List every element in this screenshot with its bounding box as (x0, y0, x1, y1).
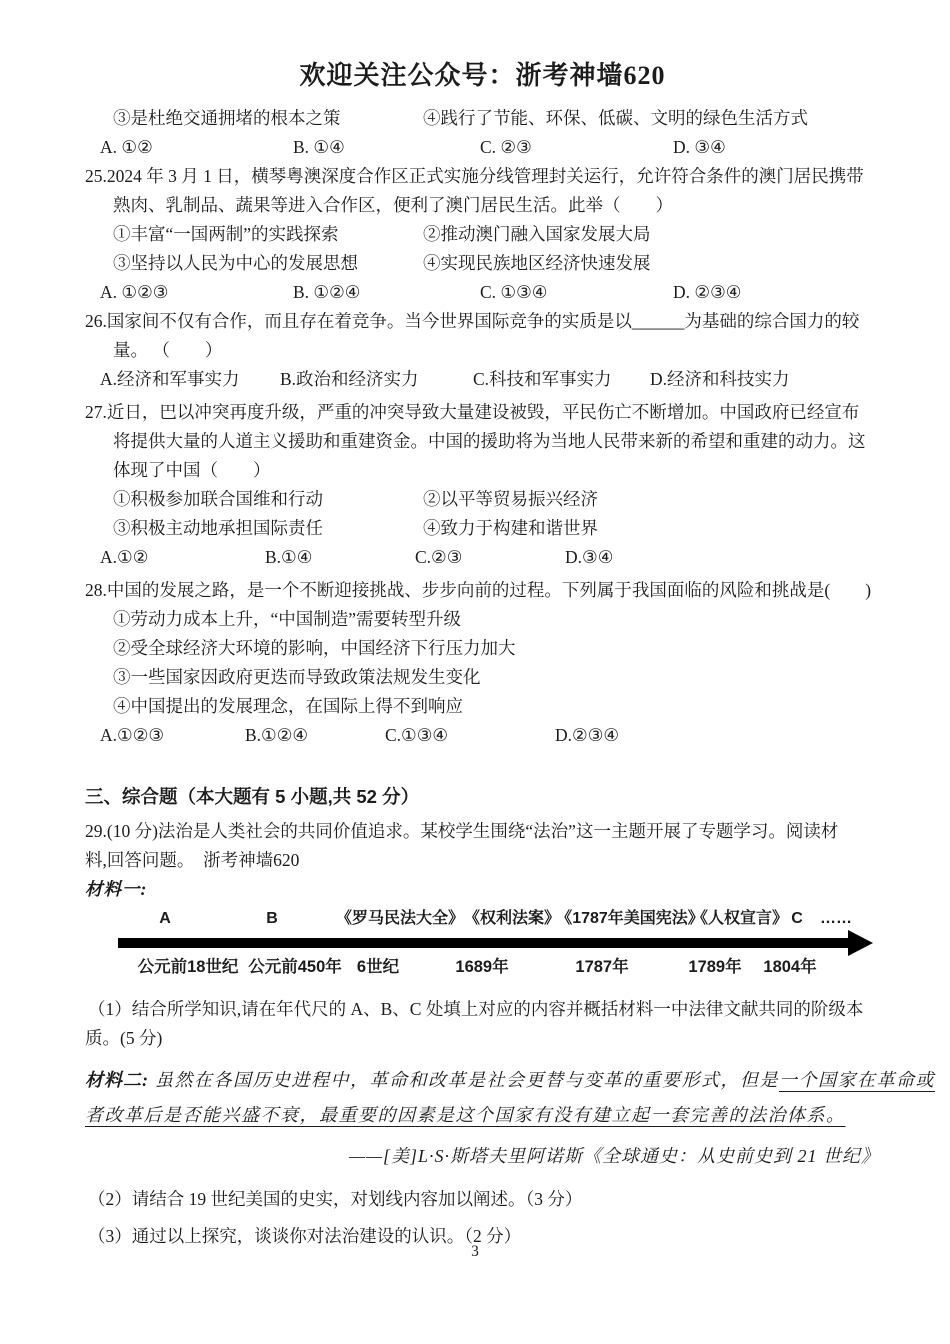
timeline-year-bc450: 公元前450年 (248, 958, 342, 976)
q27-option-3: ③积极主动地承担国际责任 (113, 518, 323, 538)
q29-intro-line1: 29.(10 分)法治是人类社会的共同价值追求。某校学生围绕“法治”这一主题开展了专题学习。阅读材 (85, 821, 839, 841)
section-3-heading: 三、综合题（本大题有 5 小题,共 52 分） (85, 786, 420, 807)
material-1-label: 材料一: (85, 879, 148, 899)
page-title: 欢迎关注公众号：浙考神墙620 (299, 61, 666, 90)
q24-option-4: ④践行了节能、环保、低碳、文明的绿色生活方式 (423, 108, 808, 128)
q29-sub2: （2）请结合 19 世纪美国的史实，对划线内容加以阐述。（3 分） (88, 1189, 583, 1209)
q25-choice-c: C. ①③④ (480, 282, 548, 302)
q24-choice-c: C. ②③ (480, 137, 532, 157)
q24-choice-b: B. ①④ (293, 137, 345, 157)
timeline-label-rights-of-man: 《人权宣言》 (691, 910, 789, 927)
q27-stem-line3: 体现了中国（ ） (113, 460, 271, 480)
timeline-label-b: B (266, 910, 278, 927)
timeline-label-us-constitution: 《1787年美国宪法》 (556, 910, 704, 927)
timeline-year-6c: 6世纪 (356, 958, 400, 976)
q24-option-3: ③是杜绝交通拥堵的根本之策 (113, 108, 341, 128)
q27-stem-line2: 将提供大量的人道主义援助和重建资金。中国的援助将为当地人民带来新的希望和重建的动力。这 (113, 431, 866, 451)
q26-stem-line2: 量。 （ ） (113, 340, 223, 360)
q27-choice-d: D.③④ (565, 547, 614, 567)
timeline-year-bc18c: 公元前18世纪 (137, 958, 239, 976)
q27-numbered-options-row1 (85, 485, 880, 514)
q28-choice-d: D.②③④ (555, 725, 620, 745)
q25-option-2: ②推动澳门融入国家发展大局 (423, 224, 651, 244)
q29-sub3: （3）通过以上探究，谈谈你对法治建设的认识。（2 分） (88, 1226, 522, 1246)
q26-choice-d: D.经济和科技实力 (650, 369, 790, 389)
q28-choice-a: A.①②③ (100, 725, 165, 745)
q25-choice-a: A. ①②③ (100, 282, 169, 302)
material-2-label: 材料二: (85, 1070, 149, 1090)
timeline-label-roman-law: 《罗马民法大全》 (335, 910, 465, 927)
q27-choice-b: B.①④ (265, 547, 313, 567)
q28-choice-c: C.①③④ (385, 725, 449, 745)
timeline-arrow-bar (118, 938, 850, 948)
timeline-figure (0, 908, 950, 988)
q26-choice-b: B.政治和经济实力 (280, 369, 419, 389)
q25-stem-line2: 熟肉、乳制品、蔬果等进入合作区，便利了澳门居民生活。此举（ ） (113, 195, 673, 215)
q25-numbered-options-row2 (85, 249, 880, 278)
q27-choice-c: C.②③ (415, 547, 463, 567)
q25-choice-d: D. ②③④ (673, 282, 742, 302)
material-2-underlined-part2: 者改革后是否能兴盛不衰，最重要的因素是这个国家有没有建立起一套完善的法治体系。 (85, 1105, 846, 1125)
q27-stem-line1: 27.近日，巴以冲突再度升级，严重的冲突导致大量建设被毁，平民伤亡不断增加。中国政府已经宣布 (85, 402, 860, 422)
q27-option-2: ②以平等贸易振兴经济 (423, 489, 598, 509)
q24-numbered-options (85, 104, 880, 133)
q28-stem-line1: 28.中国的发展之路，是一个不断迎接挑战、步步向前的过程。下列属于我国面临的风险和挑战是( ) (85, 580, 872, 600)
timeline-label-c: C (791, 910, 803, 927)
q25-choice-b: B. ①②④ (293, 282, 361, 302)
q27-choice-a: A.①② (100, 547, 149, 567)
q28-choices-row (85, 721, 880, 750)
q27-option-4: ④致力于构建和谐世界 (423, 518, 598, 538)
q25-stem-line1: 25.2024 年 3 月 1 日，横琴粤澳深度合作区正式实施分线管理封关运行，允许符合条件的澳门居民携带 (85, 166, 864, 186)
page-number: 3 (471, 1243, 479, 1260)
q29-intro-line2: 料,回答问题。 浙考神墙620 (85, 850, 300, 870)
timeline-year-1804: 1804年 (763, 958, 817, 976)
q28-option-3: ③一些国家因政府更迭而导致政策法规发生变化 (113, 667, 481, 687)
q26-choice-c: C.科技和军事实力 (473, 369, 612, 389)
timeline-label-bill-of-rights: 《权利法案》 (463, 910, 561, 927)
timeline-year-1787: 1787年 (575, 958, 629, 976)
q25-numbered-options-row1 (85, 220, 880, 249)
q28-choice-b: B.①②④ (245, 725, 309, 745)
material-2-underlined-part1: 一个国家在革命或 (779, 1070, 935, 1090)
q24-choice-d: D. ③④ (673, 137, 726, 157)
q28-option-1: ①劳动力成本上升，“中国制造”需要转型升级 (113, 609, 462, 629)
timeline-year-1789: 1789年 (688, 958, 742, 976)
q27-choices-row (85, 543, 880, 572)
q29-sub1-line1: （1）结合所学知识,请在年代尺的 A、B、C 处填上对应的内容并概括材料一中法律文献共同的阶级本 (88, 999, 864, 1019)
timeline-arrowhead (848, 930, 873, 956)
q28-option-4: ④中国提出的发展理念，在国际上得不到响应 (113, 696, 463, 716)
q24-choices-row (85, 133, 880, 162)
q29-sub1-line2: 质。(5 分) (85, 1028, 163, 1048)
q24-choice-a: A. ①② (100, 137, 153, 157)
timeline-label-a: A (159, 910, 171, 927)
material-2-text-line2 (85, 1098, 880, 1133)
q25-option-1: ①丰富“一国两制”的实践探索 (113, 224, 339, 244)
q28-option-2: ②受全球经济大环境的影响，中国经济下行压力加大 (113, 638, 516, 658)
q26-choices-row (85, 365, 880, 394)
q27-option-1: ①积极参加联合国维和行动 (113, 489, 323, 509)
q26-choice-a: A.经济和军事实力 (100, 369, 240, 389)
q25-option-4: ④实现民族地区经济快速发展 (423, 253, 651, 273)
material-2-attribution: ——[美]L·S·斯塔夫里阿诺斯《全球通史：从史前史到 21 世纪》 (348, 1146, 880, 1166)
material-2-normal-text: 虽然在各国历史进程中，革命和改革是社会更替与变革的重要形式，但是 (155, 1070, 779, 1090)
q27-numbered-options-row2 (85, 514, 880, 543)
material-2-text-line1 (85, 1063, 935, 1098)
q25-choices-row (85, 278, 880, 307)
timeline-label-ellipsis: …… (820, 910, 852, 927)
q25-option-3: ③坚持以人民为中心的发展思想 (113, 253, 358, 273)
timeline-year-1689: 1689年 (455, 958, 509, 976)
q26-stem-line1: 26.国家间不仅有合作，而且存在着竞争。当今世界国际竞争的实质是以______为基础的综合国力的较 (85, 311, 860, 331)
